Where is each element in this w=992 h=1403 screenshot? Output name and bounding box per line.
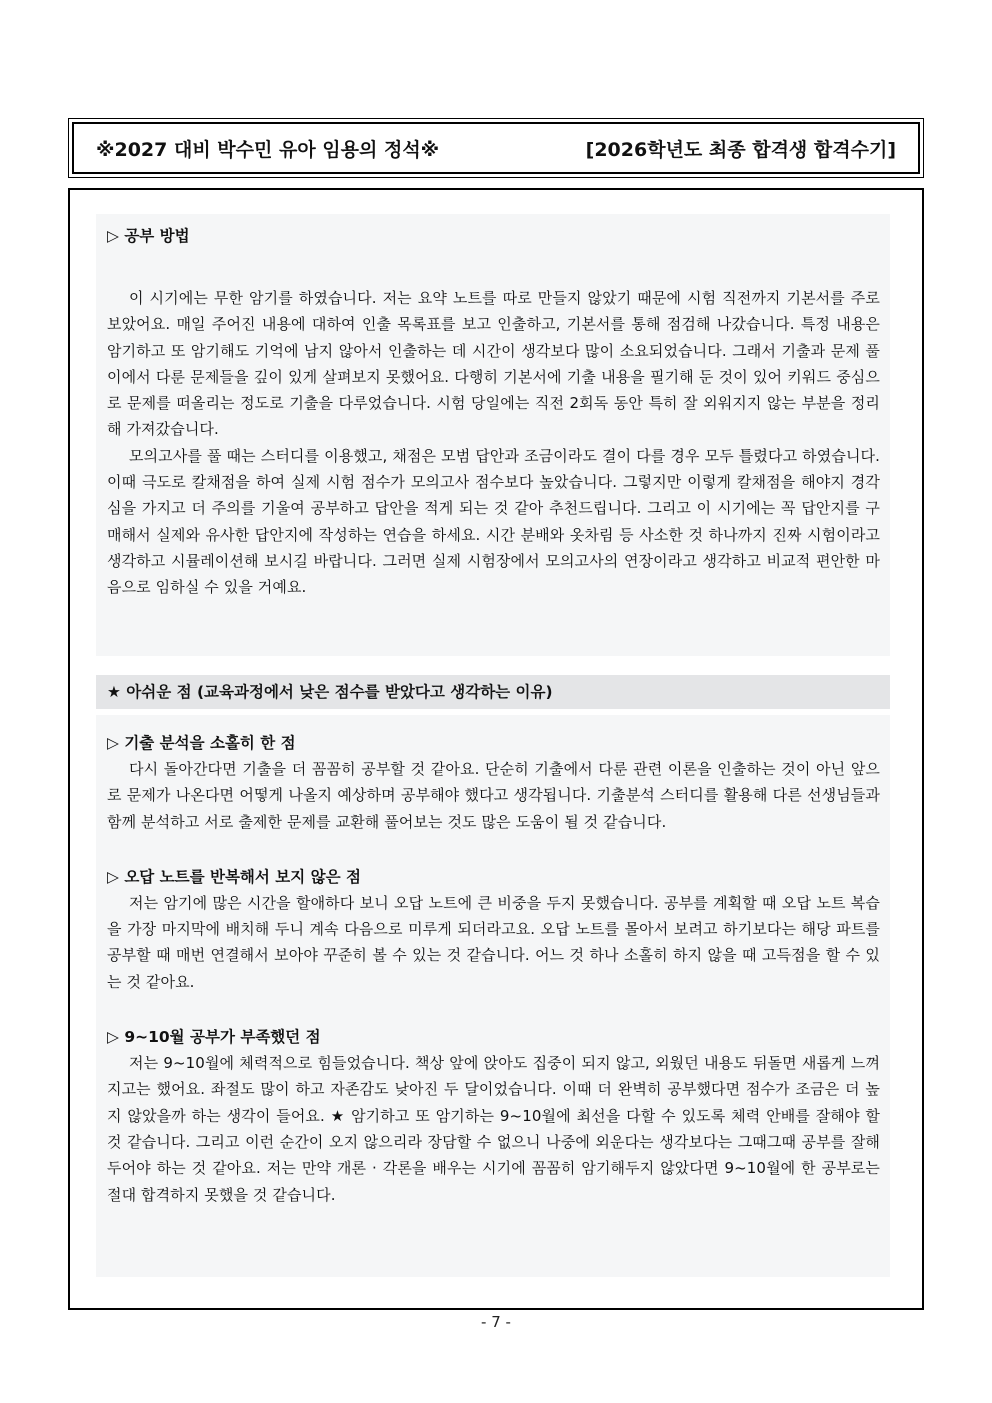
study-method-title: ▷ 공부 방법: [107, 227, 190, 245]
regret-3-text: 저는 9~10월에 체력적으로 힘들었습니다. 책상 앞에 앉아도 집중이 되지 않고, 외웠던 내용도 뒤돌면 새롭게 느껴지고는 했어요. 좌절도 많이 하고 자존감도 낮아진 두 달이었습니다. 이때 더 완벽히 공부했다면 점수가 조금은 더 높지 않았을까 하는 생각이 들어요. ★ 암기하고 또 암기하는 9~10월에 최선을 다할 수 있도록 체력 안배를 잘해야 할 것 같습니다. 그리고 이런 순간이 오지 않으리라 장담할 수 없으니 나중에 외운다는 생각보다는 그때그때 공부를 잘해두어야 하는 것 같아요. 저는 만약 개론 · 각론을 배우는 시기에 꼼꼼히 암기해두지 않았다면 9~10월에 한 공부로는 절대 합격하지 못했을 것 같습니다.: [107, 1054, 880, 1204]
page-number: - 7 -: [481, 1313, 511, 1331]
regret-3-title: ▷ 9~10월 공부가 부족했던 점: [107, 1028, 321, 1047]
header-inner: [72, 122, 920, 174]
regret-2-text: 저는 암기에 많은 시간을 할애하다 보니 오답 노트에 큰 비중을 두지 못했습니다. 공부를 계획할 때 오답 노트 복습을 가장 마지막에 배치해 두니 계속 다음으로 미루게 되더라고요. 오답 노트를 몰아서 보려고 하기보다는 해당 파트를 공부할 때 매번 연결해서 보아야 꾸준히 볼 수 있는 것 같습니다. 어느 것 하나 소홀히 하지 않을 때 고득점을 할 수 있는 것 같아요.: [107, 893, 880, 991]
study-method-paragraph-1: 이 시기에는 무한 암기를 하였습니다. 저는 요약 노트를 따로 만들지 않았기 때문에 시험 직전까지 기본서를 주로 보았어요. 매일 주어진 내용에 대하여 인출 목록표를 보고 인출하고, 기본서를 통해 점검해 나갔습니다. 특정 내용은 암기하고 또 암기해도 기억에 남지 않아서 인출하는 데 시간이 생각보다 많이 소요되었습니다. 그래서 기출과 문제 풀이에서 다룬 문제들을 깊이 있게 살펴보지 못했어요. 다행히 기본서에 기출 내용을 필기해 둔 것이 있어 키워드 중심으로 문제를 떠올리는 정도로 기출을 다루었습니다. 시험 당일에는 직전 2회독 동안 특히 잘 외워지지 않는 부분을 정리해 가져갔습니다.: [107, 289, 880, 439]
header-box: [68, 118, 924, 178]
study-method-panel: [96, 214, 890, 656]
regret-1-text: 다시 돌아간다면 기출을 더 꼼꼼히 공부할 것 같아요. 단순히 기출에서 다룬 관련 이론을 인출하는 것이 아닌 앞으로 문제가 나온다면 어떻게 나올지 예상하며 공부해야 했다고 생각됩니다. 기출분석 스터디를 활용해 다른 선생님들과 함께 분석하고 서로 출제한 문제를 교환해 풀어보는 것도 많은 도움이 될 것 같습니다.: [107, 760, 880, 831]
header-title: ※2027 대비 박수민 유아 임용의 정석※: [96, 138, 440, 161]
header-subtitle: [2026학년도 최종 합격생 합격수기]: [585, 138, 896, 161]
regret-1-title: ▷ 기출 분석을 소홀히 한 점: [107, 734, 296, 752]
study-method-paragraph-2: 모의고사를 풀 때는 스터디를 이용했고, 채점은 모범 답안과 조금이라도 결이 다를 경우 모두 틀렸다고 하였습니다. 이때 극도로 칼채점을 하여 실제 시험 점수가 모의고사 점수보다 높았습니다. 그렇지만 이렇게 칼채점을 해야지 경각심을 가지고 더 주의를 기울여 공부하고 답안을 적게 되는 것 같아 추천드립니다. 그리고 이 시기에는 꼭 답안지를 구매해서 실제와 유사한 답안지에 작성하는 연습을 하세요. 시간 분배와 옷차림 등 사소한 것 하나까지 진짜 시험이라고 생각하고 시뮬레이션해 보시길 바랍니다. 그러면 실제 시험장에서 모의고사의 연장이라고 생각하고 비교적 편안한 마음으로 임하실 수 있을 거예요.: [107, 446, 880, 597]
regret-2-title: ▷ 오답 노트를 반복해서 보지 않은 점: [107, 867, 361, 886]
regret-banner: ★ 아쉬운 점 (교육과정에서 낮은 점수를 받았다고 생각하는 이유): [96, 675, 890, 709]
regret-panel: [96, 715, 890, 1277]
